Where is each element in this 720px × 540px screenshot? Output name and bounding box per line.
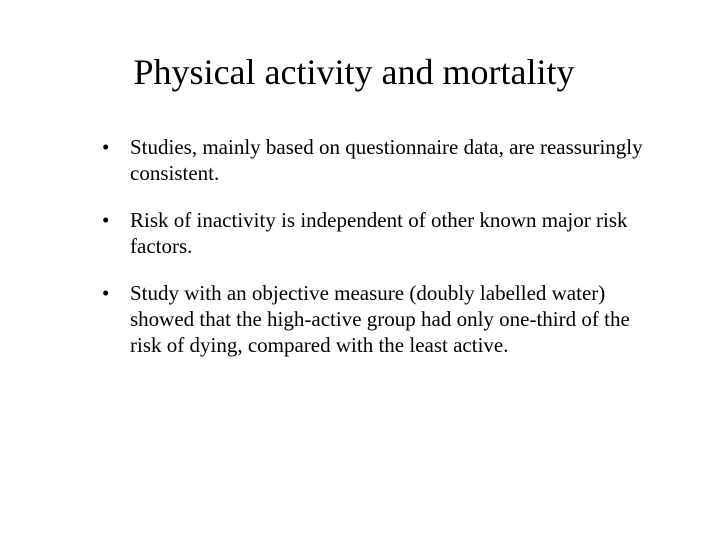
bullet-icon: • bbox=[102, 208, 110, 232]
bullet-icon: • bbox=[102, 281, 110, 305]
bullet-icon: • bbox=[102, 135, 110, 159]
bullet-text: Studies, mainly based on questionnaire data, are reassuringly consistent. bbox=[130, 135, 643, 185]
bullet-item bbox=[102, 280, 662, 358]
bullet-text: Study with an objective measure (doubly labelled water) showed that the high-active group had only one-third of the risk of dying, compared with the least active. bbox=[130, 281, 630, 357]
bullet-item bbox=[102, 207, 662, 259]
bullet-item bbox=[102, 134, 662, 186]
bullet-list bbox=[102, 134, 662, 379]
bullet-text: Risk of inactivity is independent of other known major risk factors. bbox=[130, 208, 628, 258]
slide-title: Physical activity and mortality bbox=[133, 52, 575, 92]
